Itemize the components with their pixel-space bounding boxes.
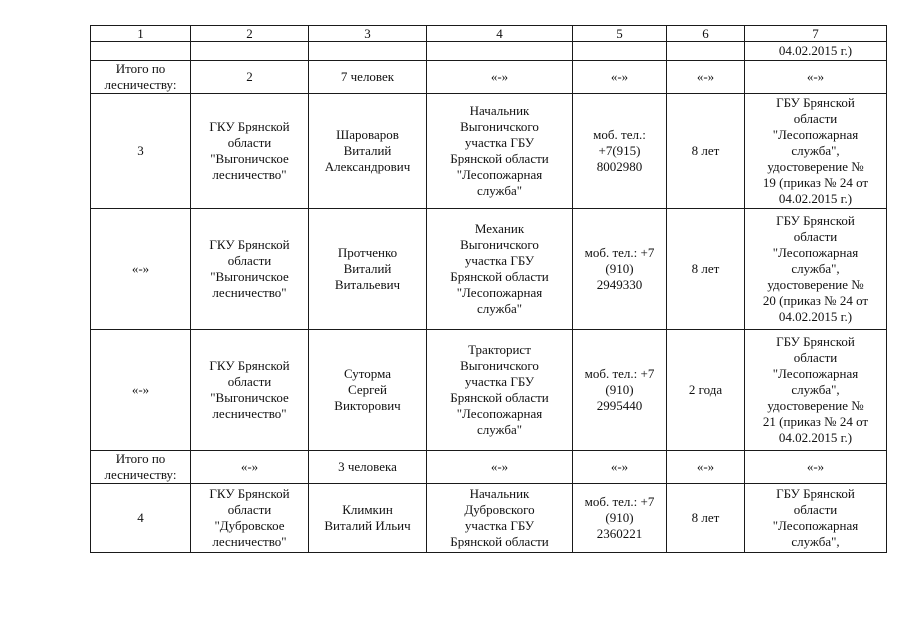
phone-cell: моб. тел.: +7 (910) 2995440 (573, 330, 667, 451)
total-row (91, 61, 887, 94)
column-number: 6 (667, 26, 745, 42)
phone-cell: моб. тел.: +7 (910) 2949330 (573, 209, 667, 330)
total-label: Итого по лесничеству: (91, 61, 191, 94)
table-cell (191, 42, 309, 61)
table-cell (91, 42, 191, 61)
table-row (91, 209, 887, 330)
person-name-cell: Протченко Виталий Витальевич (309, 209, 427, 330)
position-cell: Начальник Дубровского участка ГБУ Брянской области (427, 484, 573, 553)
table-cell (667, 42, 745, 61)
table-cell: «-» (427, 451, 573, 484)
column-number: 2 (191, 26, 309, 42)
table-cell (427, 42, 573, 61)
row-number: 4 (91, 484, 191, 553)
certificate-cell: 04.02.2015 г.) (745, 42, 887, 61)
personnel-table (90, 25, 887, 553)
experience-cell: 8 лет (667, 484, 745, 553)
person-name-cell: Суторма Сергей Викторович (309, 330, 427, 451)
experience-cell: 8 лет (667, 209, 745, 330)
position-cell: Механик Выгоничского участка ГБУ Брянской области "Лесопожарная служба" (427, 209, 573, 330)
position-cell: Начальник Выгоничского участка ГБУ Брянской области "Лесопожарная служба" (427, 94, 573, 209)
person-name-cell: Климкин Виталий Ильич (309, 484, 427, 553)
organization-cell: ГКУ Брянской области "Дубровское лесничество" (191, 484, 309, 553)
phone-cell: моб. тел.: +7 (910) 2360221 (573, 484, 667, 553)
row-number: «-» (91, 209, 191, 330)
certificate-cell: ГБУ Брянской области "Лесопожарная служба", (745, 484, 887, 553)
certificate-cell: ГБУ Брянской области "Лесопожарная служба", удостоверение № 21 (приказ № 24 от 04.02.2015 г.) (745, 330, 887, 451)
table-cell (309, 42, 427, 61)
phone-cell: моб. тел.: +7(915) 8002980 (573, 94, 667, 209)
table-cell: «-» (573, 451, 667, 484)
certificate-cell: ГБУ Брянской области "Лесопожарная служба", удостоверение № 20 (приказ № 24 от 04.02.2015 г.) (745, 209, 887, 330)
table-cell: «-» (667, 61, 745, 94)
table-cell: 3 человека (309, 451, 427, 484)
organization-cell: ГКУ Брянской области "Выгоничское лесничество" (191, 330, 309, 451)
table-cell (573, 42, 667, 61)
total-row (91, 451, 887, 484)
certificate-cell: ГБУ Брянской области "Лесопожарная служба", удостоверение № 19 (приказ № 24 от 04.02.2015 г.) (745, 94, 887, 209)
total-label: Итого по лесничеству: (91, 451, 191, 484)
row-number: 3 (91, 94, 191, 209)
position-cell: Тракторист Выгоничского участка ГБУ Брянской области "Лесопожарная служба" (427, 330, 573, 451)
person-name-cell: Шароваров Виталий Александрович (309, 94, 427, 209)
experience-cell: 8 лет (667, 94, 745, 209)
table-row (91, 94, 887, 209)
table-cell: «-» (745, 61, 887, 94)
table-row (91, 484, 887, 553)
table-cell: 2 (191, 61, 309, 94)
column-number: 3 (309, 26, 427, 42)
table-cell: «-» (745, 451, 887, 484)
column-number: 4 (427, 26, 573, 42)
organization-cell: ГКУ Брянской области "Выгоничское лесничество" (191, 94, 309, 209)
row-number: «-» (91, 330, 191, 451)
table-cell: 7 человек (309, 61, 427, 94)
column-number: 1 (91, 26, 191, 42)
document-page (90, 25, 887, 553)
column-number: 5 (573, 26, 667, 42)
table-row-continuation (91, 42, 887, 61)
column-number: 7 (745, 26, 887, 42)
organization-cell: ГКУ Брянской области "Выгоничское лесничество" (191, 209, 309, 330)
table-cell: «-» (573, 61, 667, 94)
experience-cell: 2 года (667, 330, 745, 451)
table-cell: «-» (191, 451, 309, 484)
table-cell: «-» (427, 61, 573, 94)
table-cell: «-» (667, 451, 745, 484)
column-number-row (91, 26, 887, 42)
table-row (91, 330, 887, 451)
